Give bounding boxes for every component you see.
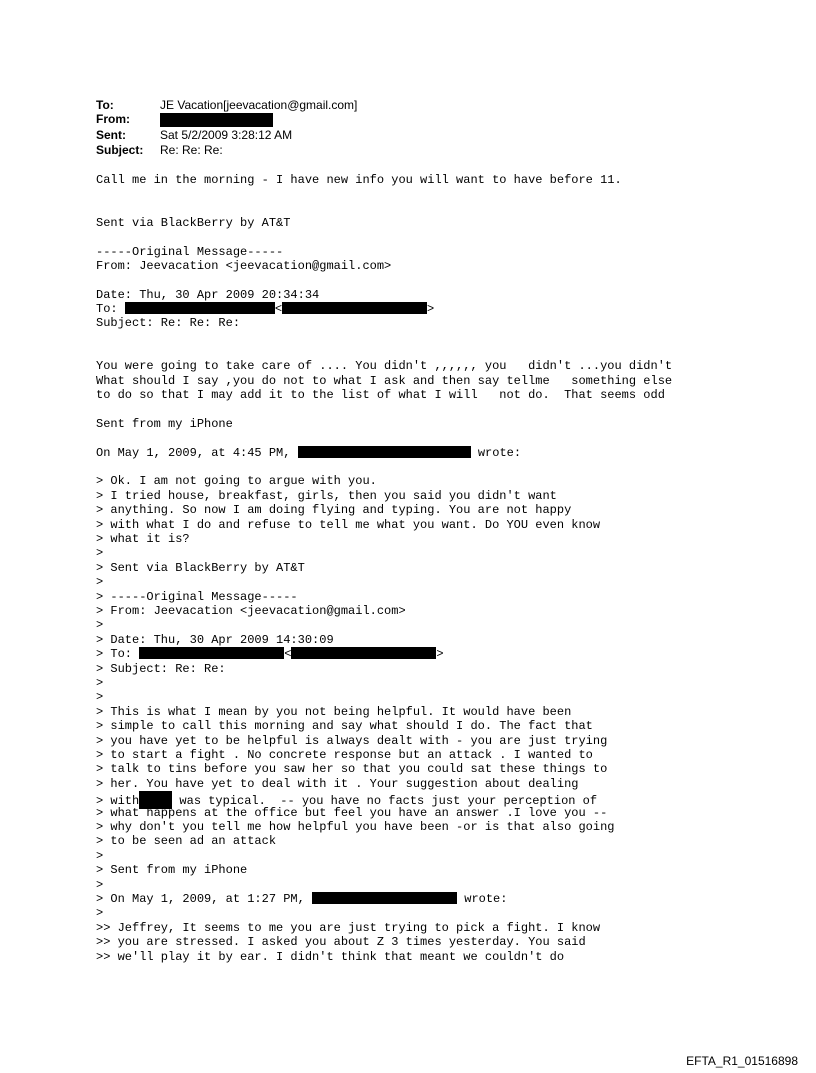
body-line: > xyxy=(96,849,104,863)
document-id: EFTA_R1_01516898 xyxy=(686,1054,798,1068)
body-line: From: Jeevacation <jeevacation@gmail.com> xyxy=(96,259,392,273)
body-line: >> we'll play it by ear. I didn't think that meant we couldn't do xyxy=(96,950,565,964)
body-line: > xyxy=(96,618,104,632)
from-label: From: xyxy=(96,112,130,126)
body-line: > To: < > xyxy=(96,647,444,661)
body-line: Sent via BlackBerry by AT&T xyxy=(96,216,291,230)
header-subject-row xyxy=(96,143,223,157)
body-line: > with was typical. -- you have no facts just your perception of xyxy=(96,791,597,809)
body-line: What should I say ,you do not to what I ask and then say tellme something else xyxy=(96,374,673,388)
body-line: > -----Original Message----- xyxy=(96,590,298,604)
body-line: > Ok. I am not going to argue with you. xyxy=(96,474,377,488)
body-line: > Subject: Re: Re: xyxy=(96,662,226,676)
redaction-block xyxy=(298,446,471,458)
body-line: Date: Thu, 30 Apr 2009 20:34:34 xyxy=(96,288,320,302)
body-line: to do so that I may add it to the list of what I will not do. That seems odd xyxy=(96,388,665,402)
body-line: > xyxy=(96,546,104,560)
body-line: > xyxy=(96,575,104,589)
body-line: > talk to tins before you saw her so that you could sat these things to xyxy=(96,762,608,776)
header-sent-row xyxy=(96,128,292,142)
body-line: -----Original Message----- xyxy=(96,245,284,259)
body-line: > with what I do and refuse to tell me what you want. Do YOU even know xyxy=(96,518,601,532)
subject-value: Re: Re: Re: xyxy=(160,143,223,157)
body-line: Subject: Re: Re: Re: xyxy=(96,316,241,330)
to-label: To: xyxy=(96,98,114,112)
body-line: > Sent via BlackBerry by AT&T xyxy=(96,561,305,575)
body-line: > simple to call this morning and say what should I do. The fact that xyxy=(96,719,593,733)
header-from-row xyxy=(96,112,273,127)
to-value: JE Vacation[jeevacation@gmail.com] xyxy=(160,98,358,112)
body-line: > what happens at the office but feel you have an answer .I love you -- xyxy=(96,806,608,820)
subject-label: Subject: xyxy=(96,143,144,157)
body-line: To: < > xyxy=(96,302,435,316)
sent-label: Sent: xyxy=(96,128,126,142)
redaction-block xyxy=(282,302,427,314)
body-line: > her. You have yet to deal with it . Your suggestion about dealing xyxy=(96,777,579,791)
body-line: >> you are stressed. I asked you about Z 3 times yesterday. You said xyxy=(96,935,586,949)
body-line: > I tried house, breakfast, girls, then you said you didn't want xyxy=(96,489,557,503)
body-line: > you have yet to be helpful is always dealt with - you are just trying xyxy=(96,734,608,748)
redaction-block xyxy=(312,892,457,904)
body-line: > On May 1, 2009, at 1:27 PM, wrote: xyxy=(96,892,508,906)
sent-value: Sat 5/2/2009 3:28:12 AM xyxy=(160,128,293,142)
body-line: >> Jeffrey, It seems to me you are just trying to pick a fight. I know xyxy=(96,921,601,935)
body-line: You were going to take care of .... You didn't ,,,,,, you didn't ...you didn't xyxy=(96,359,673,373)
body-line: > Date: Thu, 30 Apr 2009 14:30:09 xyxy=(96,633,334,647)
body-line: > to start a fight . No concrete response but an attack . I wanted to xyxy=(96,748,593,762)
body-line: > to be seen ad an attack xyxy=(96,834,277,848)
body-line: > xyxy=(96,690,104,704)
body-line: > This is what I mean by you not being helpful. It would have been xyxy=(96,705,572,719)
body-line: Call me in the morning - I have new info you will want to have before 11. xyxy=(96,173,622,187)
redaction-block xyxy=(160,113,273,127)
redaction-block xyxy=(139,647,284,659)
redaction-block xyxy=(291,647,436,659)
header-to-row xyxy=(96,98,357,112)
body-line: > Sent from my iPhone xyxy=(96,863,248,877)
body-line: > From: Jeevacation <jeevacation@gmail.com> xyxy=(96,604,406,618)
body-line: On May 1, 2009, at 4:45 PM, wrote: xyxy=(96,446,522,460)
body-line: > xyxy=(96,906,104,920)
body-line: > what it is? xyxy=(96,532,190,546)
body-line: > anything. So now I am doing flying and typing. You are not happy xyxy=(96,503,572,517)
redaction-block xyxy=(125,302,275,314)
body-line: > xyxy=(96,676,104,690)
body-line: > why don't you tell me how helpful you have been -or is that also going xyxy=(96,820,615,834)
body-line: Sent from my iPhone xyxy=(96,417,233,431)
body-line: > xyxy=(96,878,104,892)
